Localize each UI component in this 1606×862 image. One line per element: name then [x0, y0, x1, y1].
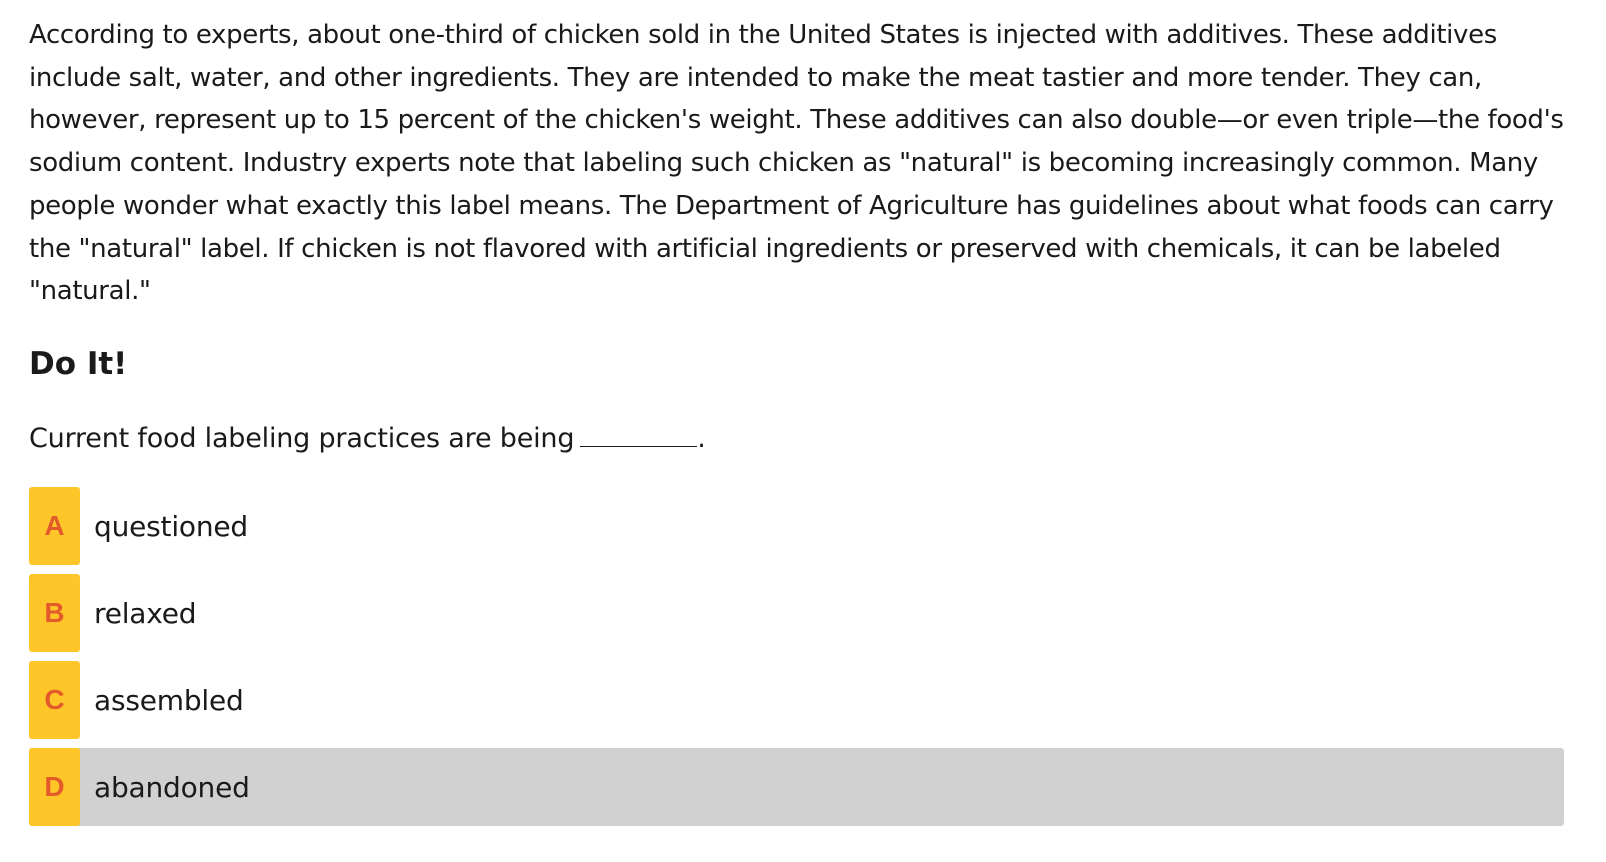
option-d[interactable]	[29, 748, 1564, 826]
option-letter: D	[44, 771, 65, 802]
option-text: assembled	[94, 683, 244, 717]
option-letter: C	[44, 684, 65, 715]
option-letter: B	[44, 597, 65, 628]
section-heading: Do It!	[29, 346, 128, 382]
option-text: relaxed	[94, 596, 197, 630]
option-letter-box	[29, 487, 80, 565]
option-c[interactable]	[29, 661, 1564, 739]
question-prompt	[29, 419, 706, 459]
answer-options	[29, 487, 1564, 835]
option-text: abandoned	[94, 770, 250, 804]
option-letter-box	[29, 661, 80, 739]
answer-blank	[580, 420, 697, 447]
option-text: questioned	[94, 509, 248, 543]
option-b[interactable]	[29, 574, 1564, 652]
option-letter-box	[29, 574, 80, 652]
lesson-content	[29, 14, 1564, 804]
reading-passage: According to experts, about one-third of chicken sold in the United States is injected with additives. These additives include salt, water, and other ingredients. They are intended to make the meat tastier and more tender. They can, however, represent up to 15 percent of the chicken's weight. These additives can also double—or even triple—the food's sodium content. Industry experts note that labeling such chicken as "natural" is becoming increasingly common. Many people wonder what exactly this label means. The Department of Agriculture has guidelines about what foods can carry the "natural" label. If chicken is not flavored with artificial ingredients or preserved with chemicals, it can be labeled "natural."	[29, 20, 1564, 307]
option-letter-box	[29, 748, 80, 826]
question-text: Current food labeling practices are being	[29, 423, 575, 454]
question-end-punctuation: .	[697, 423, 706, 454]
option-letter: A	[44, 510, 65, 541]
option-a[interactable]	[29, 487, 1564, 565]
